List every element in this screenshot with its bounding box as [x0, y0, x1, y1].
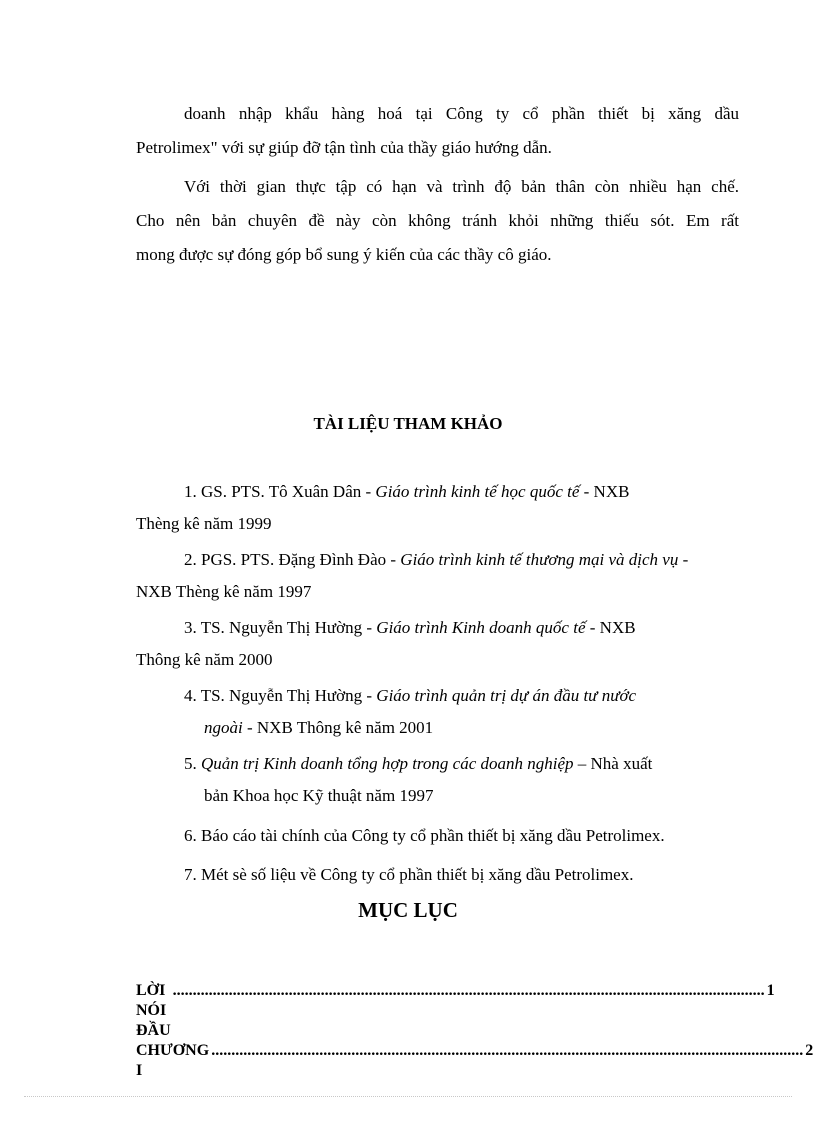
- intro-p2-line-3: mong được sự đóng góp bổ sung ý kiến của các thầy cô giáo.: [136, 245, 552, 264]
- intro-p2-line-2: Cho nên bản chuyên đề này còn không tránh khỏi những thiếu sót. Em rất: [136, 211, 739, 230]
- reference-5-line-2: bản Khoa học Kỹ thuật năm 1997: [204, 786, 434, 805]
- reference-5-tail: – Nhà xuất: [573, 754, 653, 773]
- toc-row-label: LỜI NÓI ĐẦU: [136, 982, 171, 1039]
- intro-paragraph-1: [136, 97, 739, 165]
- reference-item-7: [136, 859, 739, 891]
- reference-2-author: 2. PGS. PTS. Đặng Đình Đào -: [184, 550, 401, 569]
- reference-4-title-cont: ngoài: [204, 718, 243, 737]
- intro-p1-line-2: Petrolimex" với sự giúp đỡ tận tình của thầy giáo hướng dẫn.: [136, 138, 552, 157]
- reference-item-3: [136, 612, 739, 676]
- toc-row-page: 2: [805, 1042, 814, 1059]
- reference-item-6: [136, 820, 739, 852]
- reference-5-title: Quản trị Kinh doanh tổng hợp trong các doanh nghiệp: [201, 754, 574, 773]
- toc-title: MỤC LỤC: [358, 898, 458, 922]
- reference-6-text: 6. Báo cáo tài chính của Công ty cổ phần thiết bị xăng dầu Petrolimex.: [184, 826, 665, 845]
- reference-2-tail: -: [678, 550, 689, 569]
- reference-7-text: 7. Mét sè số liệu về Công ty cổ phần thiết bị xăng dầu Petrolimex.: [184, 865, 634, 884]
- reference-3-author: 3. TS. Nguyễn Thị Hường -: [184, 618, 377, 637]
- reference-2-title: Giáo trình kinh tế thương mại và dịch vụ: [400, 550, 679, 569]
- reference-3-tail: - NXB: [585, 618, 636, 637]
- intro-p2-line-1: Với thời gian thực tập có hạn và trình độ bản thân còn nhiều hạn chế.: [184, 177, 739, 196]
- toc-row[interactable]: [136, 981, 775, 1041]
- reference-1-tail: - NXB: [579, 482, 630, 501]
- reference-2-line-2: NXB Thèng kê năm 1997: [136, 582, 312, 601]
- reference-item-1: [136, 476, 739, 540]
- reference-item-2: [136, 544, 739, 608]
- page-bottom-divider: [24, 1096, 792, 1097]
- reference-item-5: [136, 748, 739, 812]
- reference-3-title: Giáo trình Kinh doanh quốc tế: [376, 618, 586, 637]
- reference-5-num: 5.: [184, 754, 201, 773]
- reference-4-line-2: - NXB Thông kê năm 2001: [242, 718, 434, 737]
- toc-row-label: CHƯƠNG I: [136, 1042, 210, 1079]
- references-title: TÀI LIỆU THAM KHẢO: [313, 414, 503, 433]
- reference-3-line-2: Thông kê năm 2000: [136, 650, 273, 669]
- toc-list: [136, 981, 814, 1081]
- intro-p1-line-1: doanh nhập khẩu hàng hoá tại Công ty cổ phần thiết bị xăng dầu: [184, 104, 739, 123]
- toc-row-leader: ....................................................................................................................................................: [172, 982, 765, 999]
- toc-row-page: 1: [766, 982, 775, 999]
- reference-4-author: 4. TS. Nguyễn Thị Hường -: [184, 686, 377, 705]
- reference-1-line-2: Thèng kê năm 1999: [136, 514, 272, 533]
- reference-1-author: 1. GS. PTS. Tô Xuân Dân -: [184, 482, 376, 501]
- intro-paragraph-2: [136, 170, 739, 272]
- reference-4-title: Giáo trình quản trị dự án đầu tư nước: [376, 686, 637, 705]
- reference-item-4: [136, 680, 739, 744]
- reference-1-title: Giáo trình kinh tế học quốc tế: [375, 482, 580, 501]
- toc-row-leader: ....................................................................................................................................................: [211, 1042, 804, 1059]
- toc-row[interactable]: [136, 1041, 814, 1081]
